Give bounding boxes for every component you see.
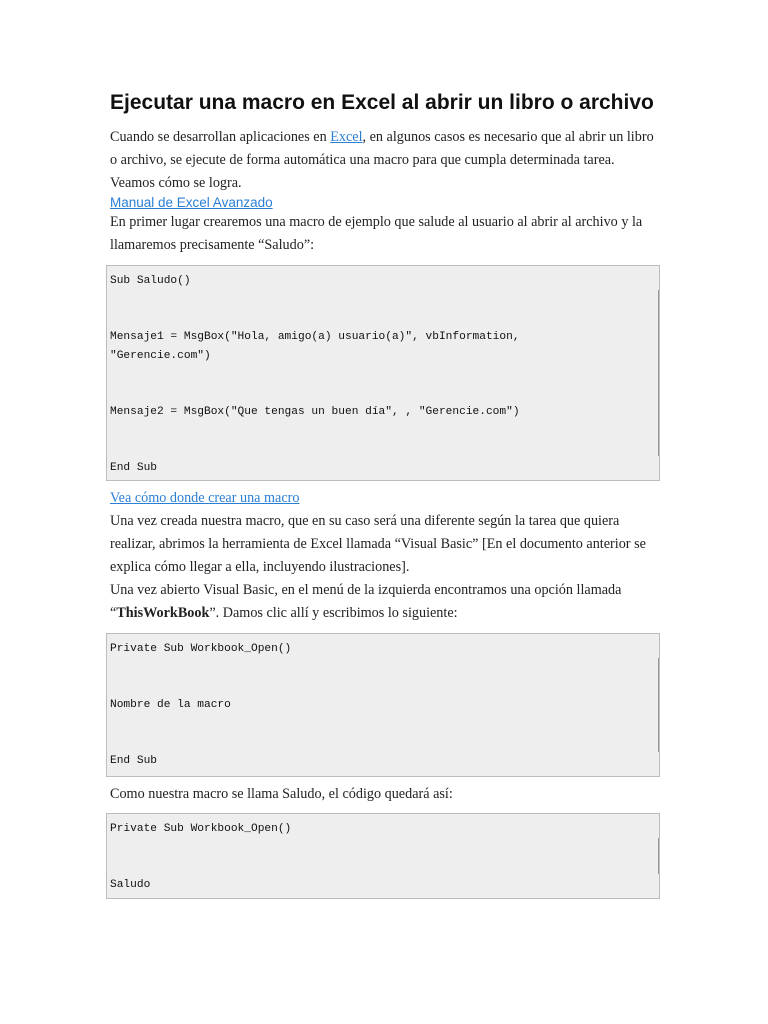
intro-paragraph: [110, 126, 662, 195]
vb-text-start: Una vez abierto Visual Basic, en el menú de la izquierda encontramos una opción llamada “: [110, 582, 622, 621]
code-block-workbook-open: [106, 633, 660, 777]
manual-excel-avanzado-link[interactable]: Manual de Excel Avanzado: [110, 195, 273, 210]
code-line: Sub Saludo(): [110, 275, 191, 287]
thisworkbook-label: ThisWorkBook: [116, 605, 210, 621]
excel-link[interactable]: Excel: [330, 129, 363, 145]
article-title: Ejecutar una macro en Excel al abrir un libro o archivo: [110, 91, 654, 114]
result-paragraph: Como nuestra macro se llama Saludo, el código quedará así:: [110, 786, 453, 802]
code-line: Private Sub Workbook_Open(): [110, 823, 292, 835]
code-line: Nombre de la macro: [110, 699, 231, 711]
code-line: Private Sub Workbook_Open(): [110, 643, 292, 655]
code-block-saludo: [106, 265, 660, 481]
visual-basic-paragraph: [110, 579, 662, 625]
create-macro-link[interactable]: Vea cómo donde crear una macro: [110, 490, 300, 506]
intro-text-end: , en algunos casos es necesario que al abrir un libro o archivo, se ejecute de forma automática una macro para que cumpla determinada tarea. Veamos cómo se logra.: [110, 129, 654, 191]
code-line: Mensaje2 = MsgBox("Que tengas un buen día", , "Gerencie.com"): [110, 406, 520, 418]
code-line: End Sub: [110, 755, 157, 767]
first-step-paragraph: En primer lugar crearemos una macro de ejemplo que salude al usuario al abrir al archivo y la llamaremos precisamente “Saludo”:: [110, 214, 643, 253]
code-line: "Gerencie.com"): [110, 350, 211, 362]
article: [110, 90, 662, 899]
intro-text-start: Cuando se desarrollan aplicaciones en: [110, 129, 331, 145]
code-block-final: [106, 813, 660, 899]
code-line: Mensaje1 = MsgBox("Hola, amigo(a) usuario(a)", vbInformation,: [110, 331, 520, 343]
code-line: End Sub: [110, 462, 157, 474]
macro-created-paragraph: Una vez creada nuestra macro, que en su caso será una diferente según la tarea que quiera realizar, abrimos la herramienta de Excel llamada “Visual Basic” [En el documento anterior se explica cómo llegar a ella, incluyendo ilustraciones].: [110, 513, 646, 575]
code-line: Saludo: [110, 879, 151, 891]
vb-text-end: ”. Damos clic allí y escribimos lo siguiente:: [209, 605, 458, 621]
